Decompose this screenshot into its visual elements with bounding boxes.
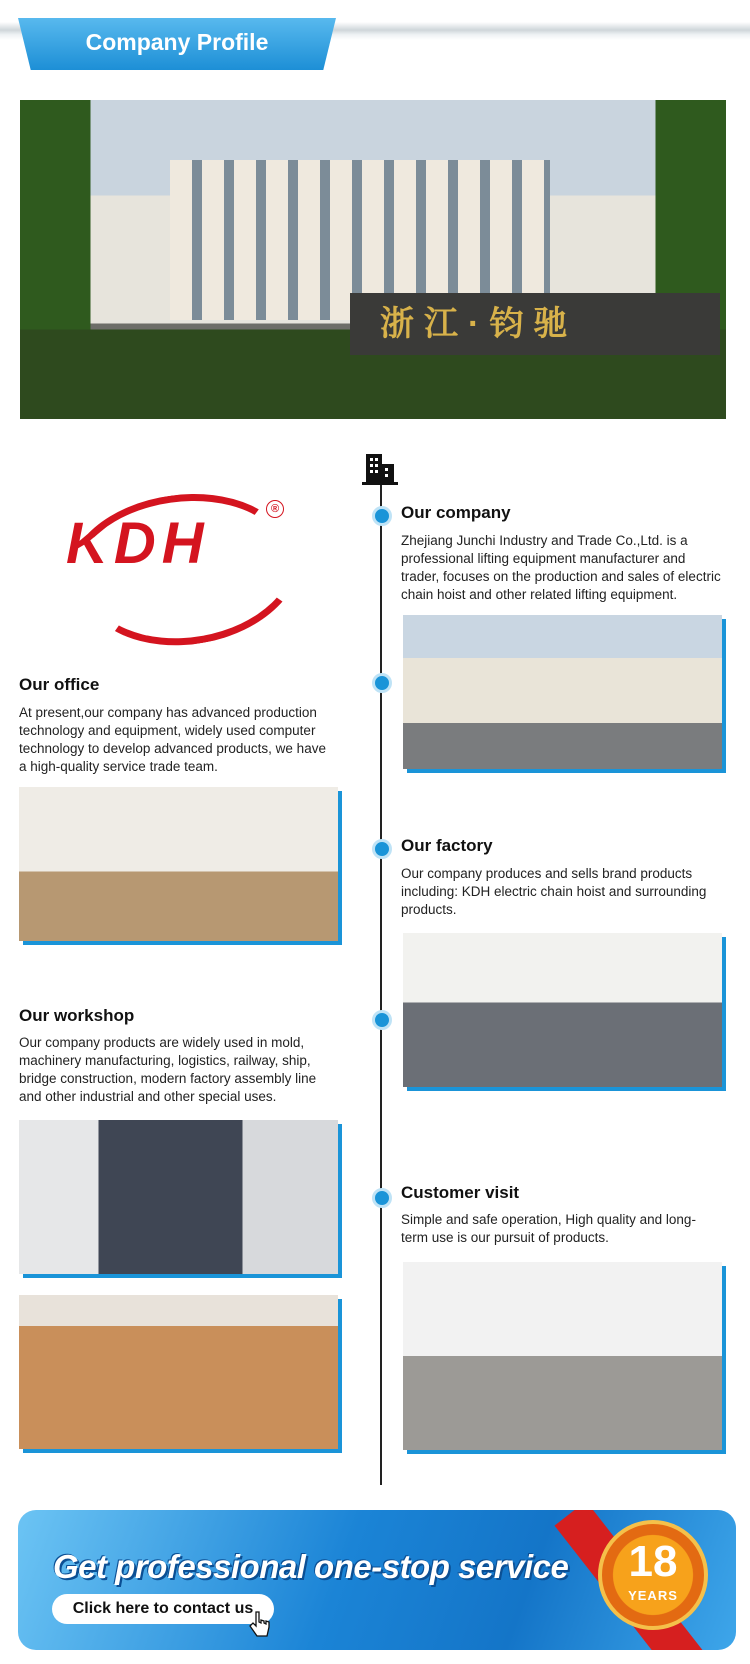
- hero-sign: 浙江·钧驰: [350, 293, 720, 355]
- section-title-visit: Customer visit: [401, 1183, 520, 1202]
- section-title-workshop: Our workshop: [19, 1006, 135, 1025]
- photo-workshop-boxes: [19, 1295, 338, 1449]
- company-logo: KDH: [66, 511, 210, 576]
- timeline-dot: [372, 1188, 392, 1208]
- badge-number: 18: [628, 1537, 678, 1586]
- photo-workshop-machine: [19, 1120, 338, 1274]
- timeline-dot: [372, 839, 392, 859]
- photo-company-building: [403, 615, 722, 769]
- timeline-dot: [372, 1010, 392, 1030]
- section-title-factory: Our factory: [401, 836, 493, 855]
- badge-label: YEARS: [628, 1588, 678, 1603]
- timeline-line: [380, 485, 382, 1485]
- section-text-workshop: Our company products are widely used in mold, machinery manufacturing, logistics, railway, ship, bridge construction, modern factory assembly line and other industrial and other special uses.: [19, 1035, 317, 1104]
- section-text-company: Zhejiang Junchi Industry and Trade Co.,Ltd. is a professional lifting equipment manufacturer and trader, focuses on the production and sales of electric chain hoist and other related lifting equipment.: [401, 533, 721, 602]
- photo-factory: [403, 933, 722, 1087]
- timeline-dot: [372, 506, 392, 526]
- photo-office: [19, 787, 338, 941]
- section-text-office: At present,our company has advanced production technology and equipment, widely used computer technology to develop advanced products, we have a high-quality service trade team.: [19, 705, 326, 774]
- hero-photo-factory-exterior: [20, 100, 726, 419]
- contact-us-button[interactable]: Click here to contact us: [52, 1594, 274, 1624]
- registered-mark: ®: [266, 500, 284, 518]
- section-text-factory: Our company produces and sells brand products including: KDH electric chain hoist and surrounding products.: [401, 866, 707, 917]
- banner-headline: Get professional one-stop service: [53, 1548, 569, 1585]
- building-icon: [362, 452, 398, 486]
- contact-banner[interactable]: [18, 1510, 736, 1650]
- pointer-hand-icon: [248, 1610, 272, 1640]
- years-badge: [598, 1520, 708, 1630]
- section-title-company: Our company: [401, 503, 511, 522]
- page-title: Company Profile: [85, 29, 269, 55]
- section-title-office: Our office: [19, 675, 100, 694]
- photo-customer-visit: [403, 1262, 722, 1450]
- section-text-visit: Simple and safe operation, High quality and long-term use is our pursuit of products.: [401, 1212, 696, 1245]
- timeline-dot: [372, 673, 392, 693]
